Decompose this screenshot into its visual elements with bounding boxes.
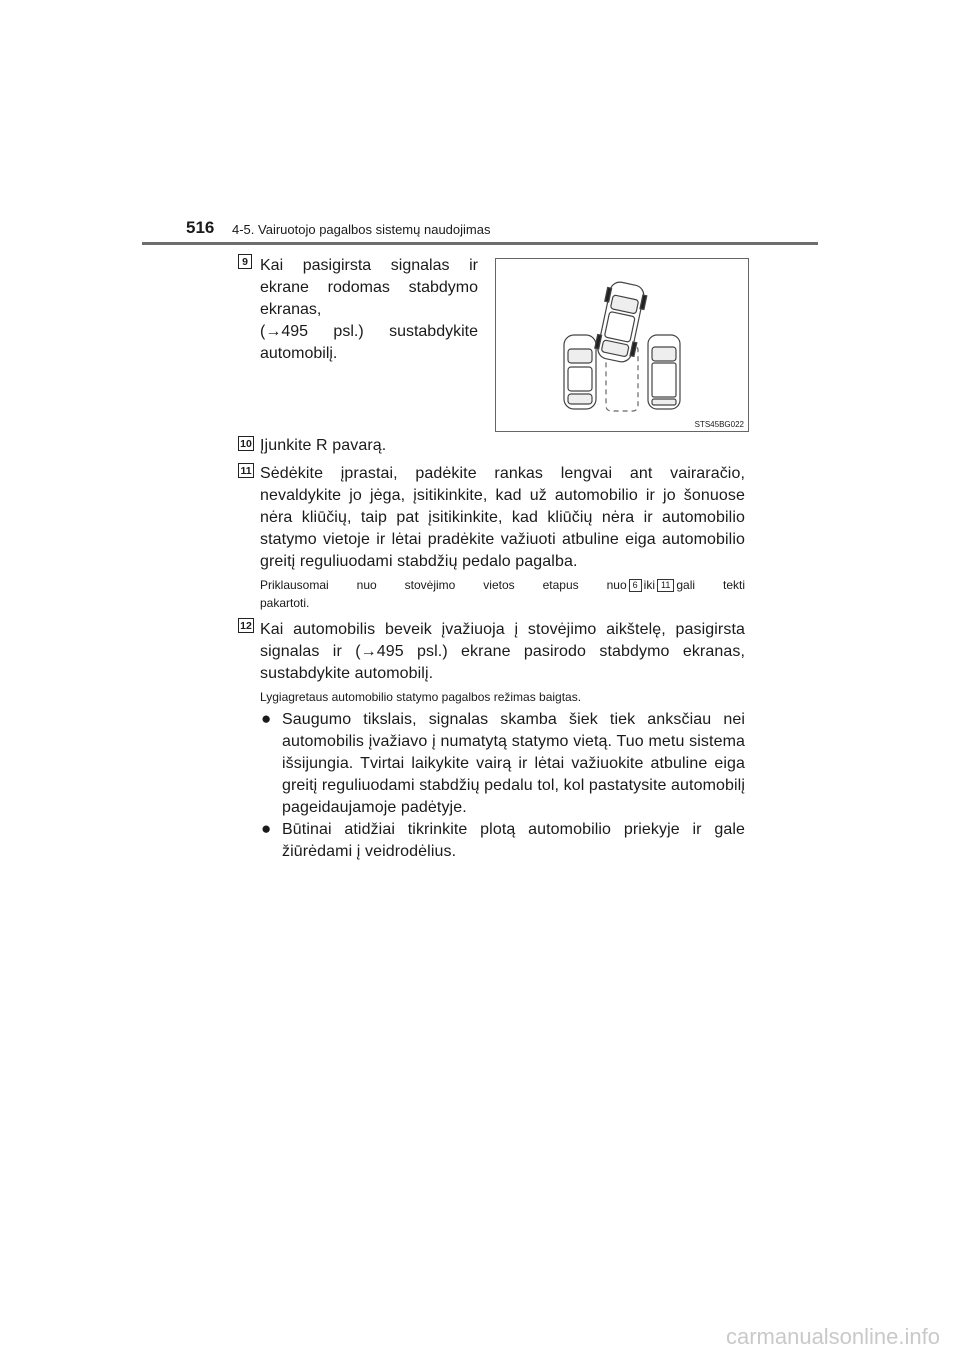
watermark: carmanualsonline.info [725, 1324, 940, 1349]
step-11-note-text: iki [643, 578, 655, 592]
parking-illustration [495, 258, 749, 432]
figure-code: STS45BG022 [694, 420, 744, 429]
parking-diagram-svg [496, 259, 748, 431]
bullet-text: Būtinai atidžiai tikrinkite plotą automobilio priekyje ir gale žiūrėdami į veidrodėlius. [282, 821, 745, 860]
step-9-line: ekranas, [260, 301, 322, 318]
step-11-note-line2: pakartoti. [260, 596, 310, 610]
step-11-note-text: Priklausomai nuo stovėjimo vietos etapus nuo [260, 578, 627, 592]
step-number-9: 9 [238, 254, 252, 269]
bullet-icon: ● [261, 819, 272, 838]
maneuvering-car [593, 280, 648, 365]
left-parked-car [564, 335, 596, 409]
bullet-text: Saugumo tikslais, signalas skamba šiek tiek anksčiau nei automobilis įvažiavo į numatytą statymo vietą. Tuo metu sistema išsijungia. Tvirtai laikykite vairą ir lėtai važiuokite atbuline eiga greitį reguliuodami stabdžių pedalu tol, kol pastatysite automobilį pageidaujamoje padėtyje. [282, 711, 745, 816]
step-number-10: 10 [238, 436, 254, 451]
step-11-note [260, 578, 745, 592]
step-number-11: 11 [238, 463, 254, 478]
header-divider [142, 242, 818, 245]
step-11-note-text: gali tekti [676, 578, 745, 592]
step-11-text: Sėdėkite įprastai, padėkite rankas lengvai ant vairaračio, nevaldykite jo jėga, įsitikinkite, kad už automobilio ir jo šonuose nėra kliūčių, taip pat įsitikinkite, kad kliūčių nėra ir automobilio statymo vietoje ir lėtai pradėkite važiuoti atbuline eiga automobilio greitį reguliuodami stabdžių pedalo pagalba. [260, 465, 745, 570]
bullet-icon: ● [261, 709, 272, 728]
step-9-line: ekrane rodomas stabdymo [260, 279, 478, 296]
section-title: 4-5. Vairuotojo pagalbos sistemų naudojimas [232, 222, 491, 237]
step-12-note: Lygiagretaus automobilio statymo pagalbos režimas baigtas. [260, 690, 582, 704]
step-12-text: Kai automobilis beveik įvažiuoja į stovėjimo aikštelę, pasigirsta signalas ir (→495 psl.) ekrane pasirodo stabdymo ekranas, sustabdykite automobilį. [260, 621, 745, 682]
step-9-line: (→495 psl.) sustabdykite [260, 323, 478, 340]
step-ref-box: 11 [657, 579, 674, 592]
page-number: 516 [186, 218, 215, 237]
step-9-text [260, 255, 478, 365]
step-10-text: Įjunkite R pavarą. [260, 437, 387, 454]
step-9-line: Kai pasigirsta signalas ir [260, 257, 478, 274]
step-number-12: 12 [238, 618, 254, 633]
right-parked-car [648, 335, 680, 409]
step-9-line: automobilį. [260, 345, 338, 362]
step-ref-box: 6 [629, 579, 642, 592]
